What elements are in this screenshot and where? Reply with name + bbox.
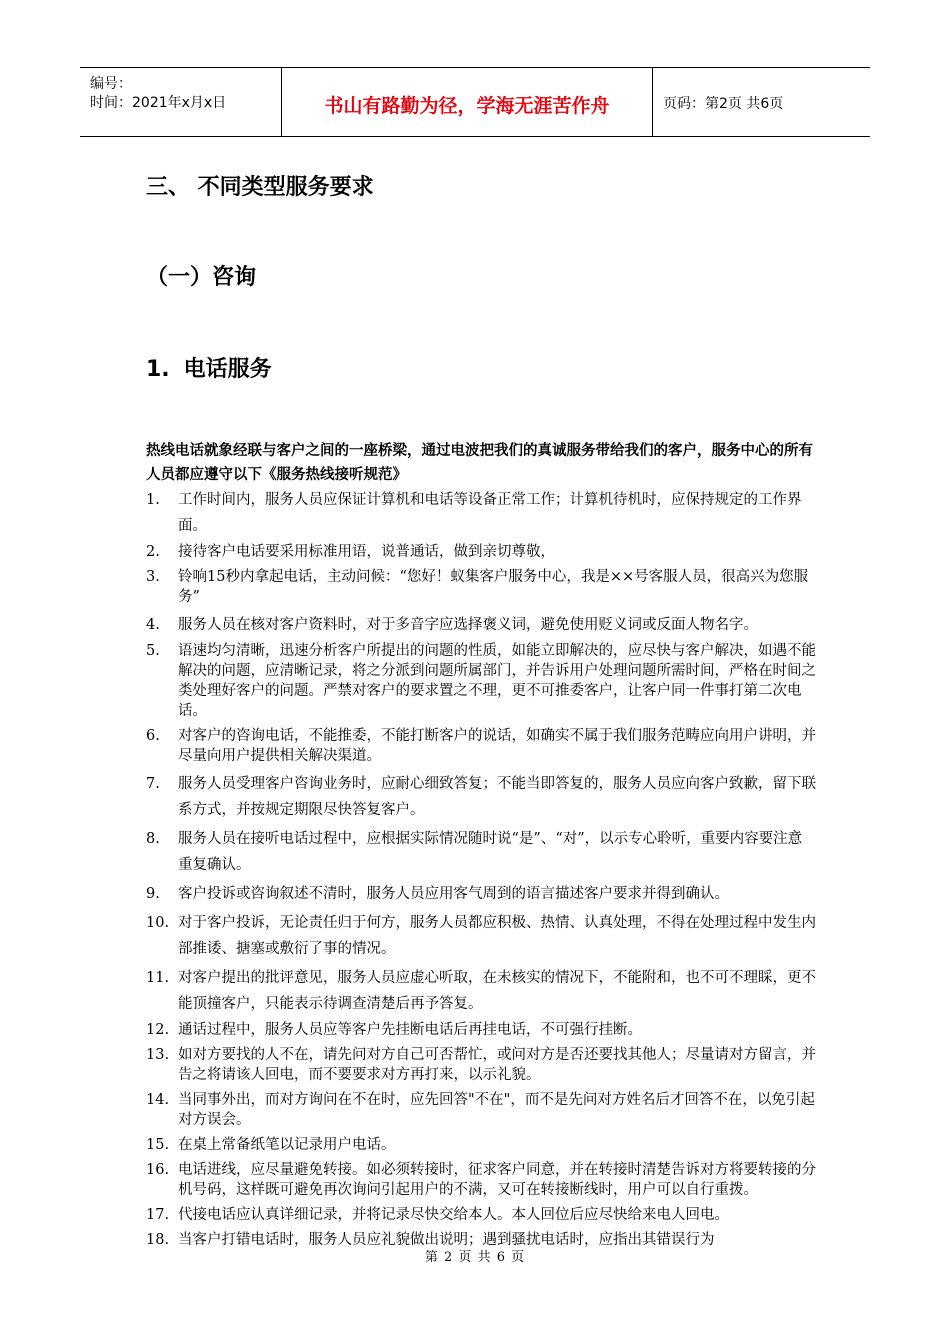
list-item-text: 语速均匀清晰，迅速分析客户所提出的问题的性质，如能立即解决的，应尽快与客户解决，如遇不能解决的问题，应清晰记录，将之分派到问题所属部门，并告诉用户处理问题所需时间，严格在时间之类处理好客户的问题。严禁对客户的要求置之不理，更不可推委客户，让客户同一件事打第二次电话。 [178,643,816,719]
motto: 书山有路勤为径，学海无涯苦作舟 [324,95,610,117]
list-item-number: 10. [146,915,170,931]
list-item-text: 当同事外出，而对方询问在不在时，应先回答"不在"，而不是先问对方姓名后才回答不在，以免引起对方误会。 [178,1092,815,1128]
item-heading-number: 1. [146,357,170,382]
list-item-text: 电话进线，应尽量避免转接。如必须转接时，征求客户同意，并在转接时清楚告诉对方将要转接的分机号码，这样既可避免再次询问引起用户的不满，又可在转接断线时，用户可以自行重拨。 [178,1162,816,1198]
list-item [146,910,816,962]
list-item-text: 通话过程中，服务人员应等客户先挂断电话后再挂电话，不可强行挂断。 [178,1022,642,1038]
list-item-number: 16. [146,1162,170,1178]
list-item-text: 客户投诉或咨询叙述不清时，服务人员应用客气周到的语言描述客户要求并得到确认。 [178,886,729,902]
list-item [146,612,816,638]
list-item [146,965,816,1017]
list-item-number: 5. [146,643,160,659]
list-item-number: 17. [146,1207,170,1223]
list-item [146,726,816,766]
header-page-cell [653,68,870,136]
list-item-number: 14. [146,1092,170,1108]
list-item-number: 4. [146,617,160,633]
list-item-text: 服务人员在接听电话过程中，应根据实际情况随时说“是”、“对”，以示专心聆听，重要内容要注意重复确认。 [178,831,803,873]
list-item-number: 12. [146,1022,170,1038]
code-label: 编号： [90,76,132,92]
item-heading-title: 电话服务 [183,357,272,382]
list-item-text: 在桌上常备纸笔以记录用户电话。 [178,1137,396,1153]
list-item-text: 对客户的咨询电话，不能推委，不能打断客户的说话，如确实不属于我们服务范畴应向用户讲明，并尽量向用户提供相关解决渠道。 [178,728,816,764]
list-item-number: 1. [146,492,160,508]
section-heading: 三、 不同类型服务要求 [146,175,374,200]
list-item-number: 6. [146,728,160,744]
page-footer: 第 2 页 共 6 页 [424,1250,526,1265]
list-item [146,542,816,562]
list-item-text: 当客户打错电话时，服务人员应礼貌做出说明；遇到骚扰电话时，应指出其错误行为 [178,1232,715,1248]
list-item [146,1205,816,1225]
list-item-text: 铃响15秒内拿起电话，主动问候：“您好！蚁集客户服务中心，我是××号客服人员，很高兴为您服务” [178,569,809,605]
list-item [146,1135,816,1155]
subsection-heading: （一）咨询 [146,265,257,290]
list-item-number: 7. [146,776,160,792]
list-item-text: 服务人员在核对客户资料时，对于多音字应选择褒义词，避免使用贬义词或反面人物名字。 [178,617,758,633]
list-item-text: 对客户提出的批评意见，服务人员应虚心听取，在未核实的情况下，不能附和，也不可不理睬，更不能顶撞客户，只能表示待调查清楚后再予答复。 [178,970,816,1012]
item-heading [146,352,272,383]
rules-list [146,487,816,1255]
intro-paragraph: 热线电话就象经联与客户之间的一座桥梁，通过电波把我们的真诚服务带给我们的客户，服务中心的所有人员都应遵守以下《服务热线接听规范》 [146,443,813,483]
header-meta-cell [80,68,282,136]
list-item [146,1090,816,1130]
list-item-number: 15. [146,1137,170,1153]
list-item [146,771,816,823]
list-item [146,1045,816,1085]
list-item-text: 服务人员受理客户咨询业务时，应耐心细致答复；不能当即答复的，服务人员应向客户致歉，留下联系方式，并按规定期限尽快答复客户。 [178,776,816,818]
list-item [146,567,816,607]
list-item-number: 2. [146,544,160,560]
list-item [146,641,816,721]
list-item [146,487,816,539]
list-item-text: 代接电话应认真详细记录，并将记录尽快交给本人。本人回位后应尽快给来电人回电。 [178,1207,729,1223]
page-number-label: 页码：第2页 共6页 [663,96,784,112]
list-item [146,826,816,878]
time-label: 时间：2021年x月x日 [90,95,227,111]
list-item-number: 8. [146,831,160,847]
list-item-text: 对于客户投诉，无论责任归于何方，服务人员都应积极、热情、认真处理，不得在处理过程中发生内部推诿、搪塞或敷衍了事的情况。 [178,915,816,957]
list-item-number: 11. [146,970,170,986]
list-item [146,1020,816,1040]
page-header [80,67,870,137]
list-item [146,1160,816,1200]
header-motto-cell [282,68,653,136]
list-item-text: 如对方要找的人不在，请先问对方自己可否帮忙，或问对方是否还要找其他人；尽量请对方留言，并告之将请该人回电，而不要要求对方再打来，以示礼貌。 [178,1047,816,1083]
list-item-text: 接待客户电话要采用标准用语，说普通话，做到亲切尊敬， [178,544,555,560]
list-item-number: 9. [146,886,160,902]
list-item-number: 3. [146,569,160,585]
list-item-number: 18. [146,1232,170,1248]
list-item-text: 工作时间内，服务人员应保证计算机和电话等设备正常工作；计算机待机时，应保持规定的工作界面。 [178,492,802,534]
list-item-number: 13. [146,1047,170,1063]
list-item [146,881,816,907]
